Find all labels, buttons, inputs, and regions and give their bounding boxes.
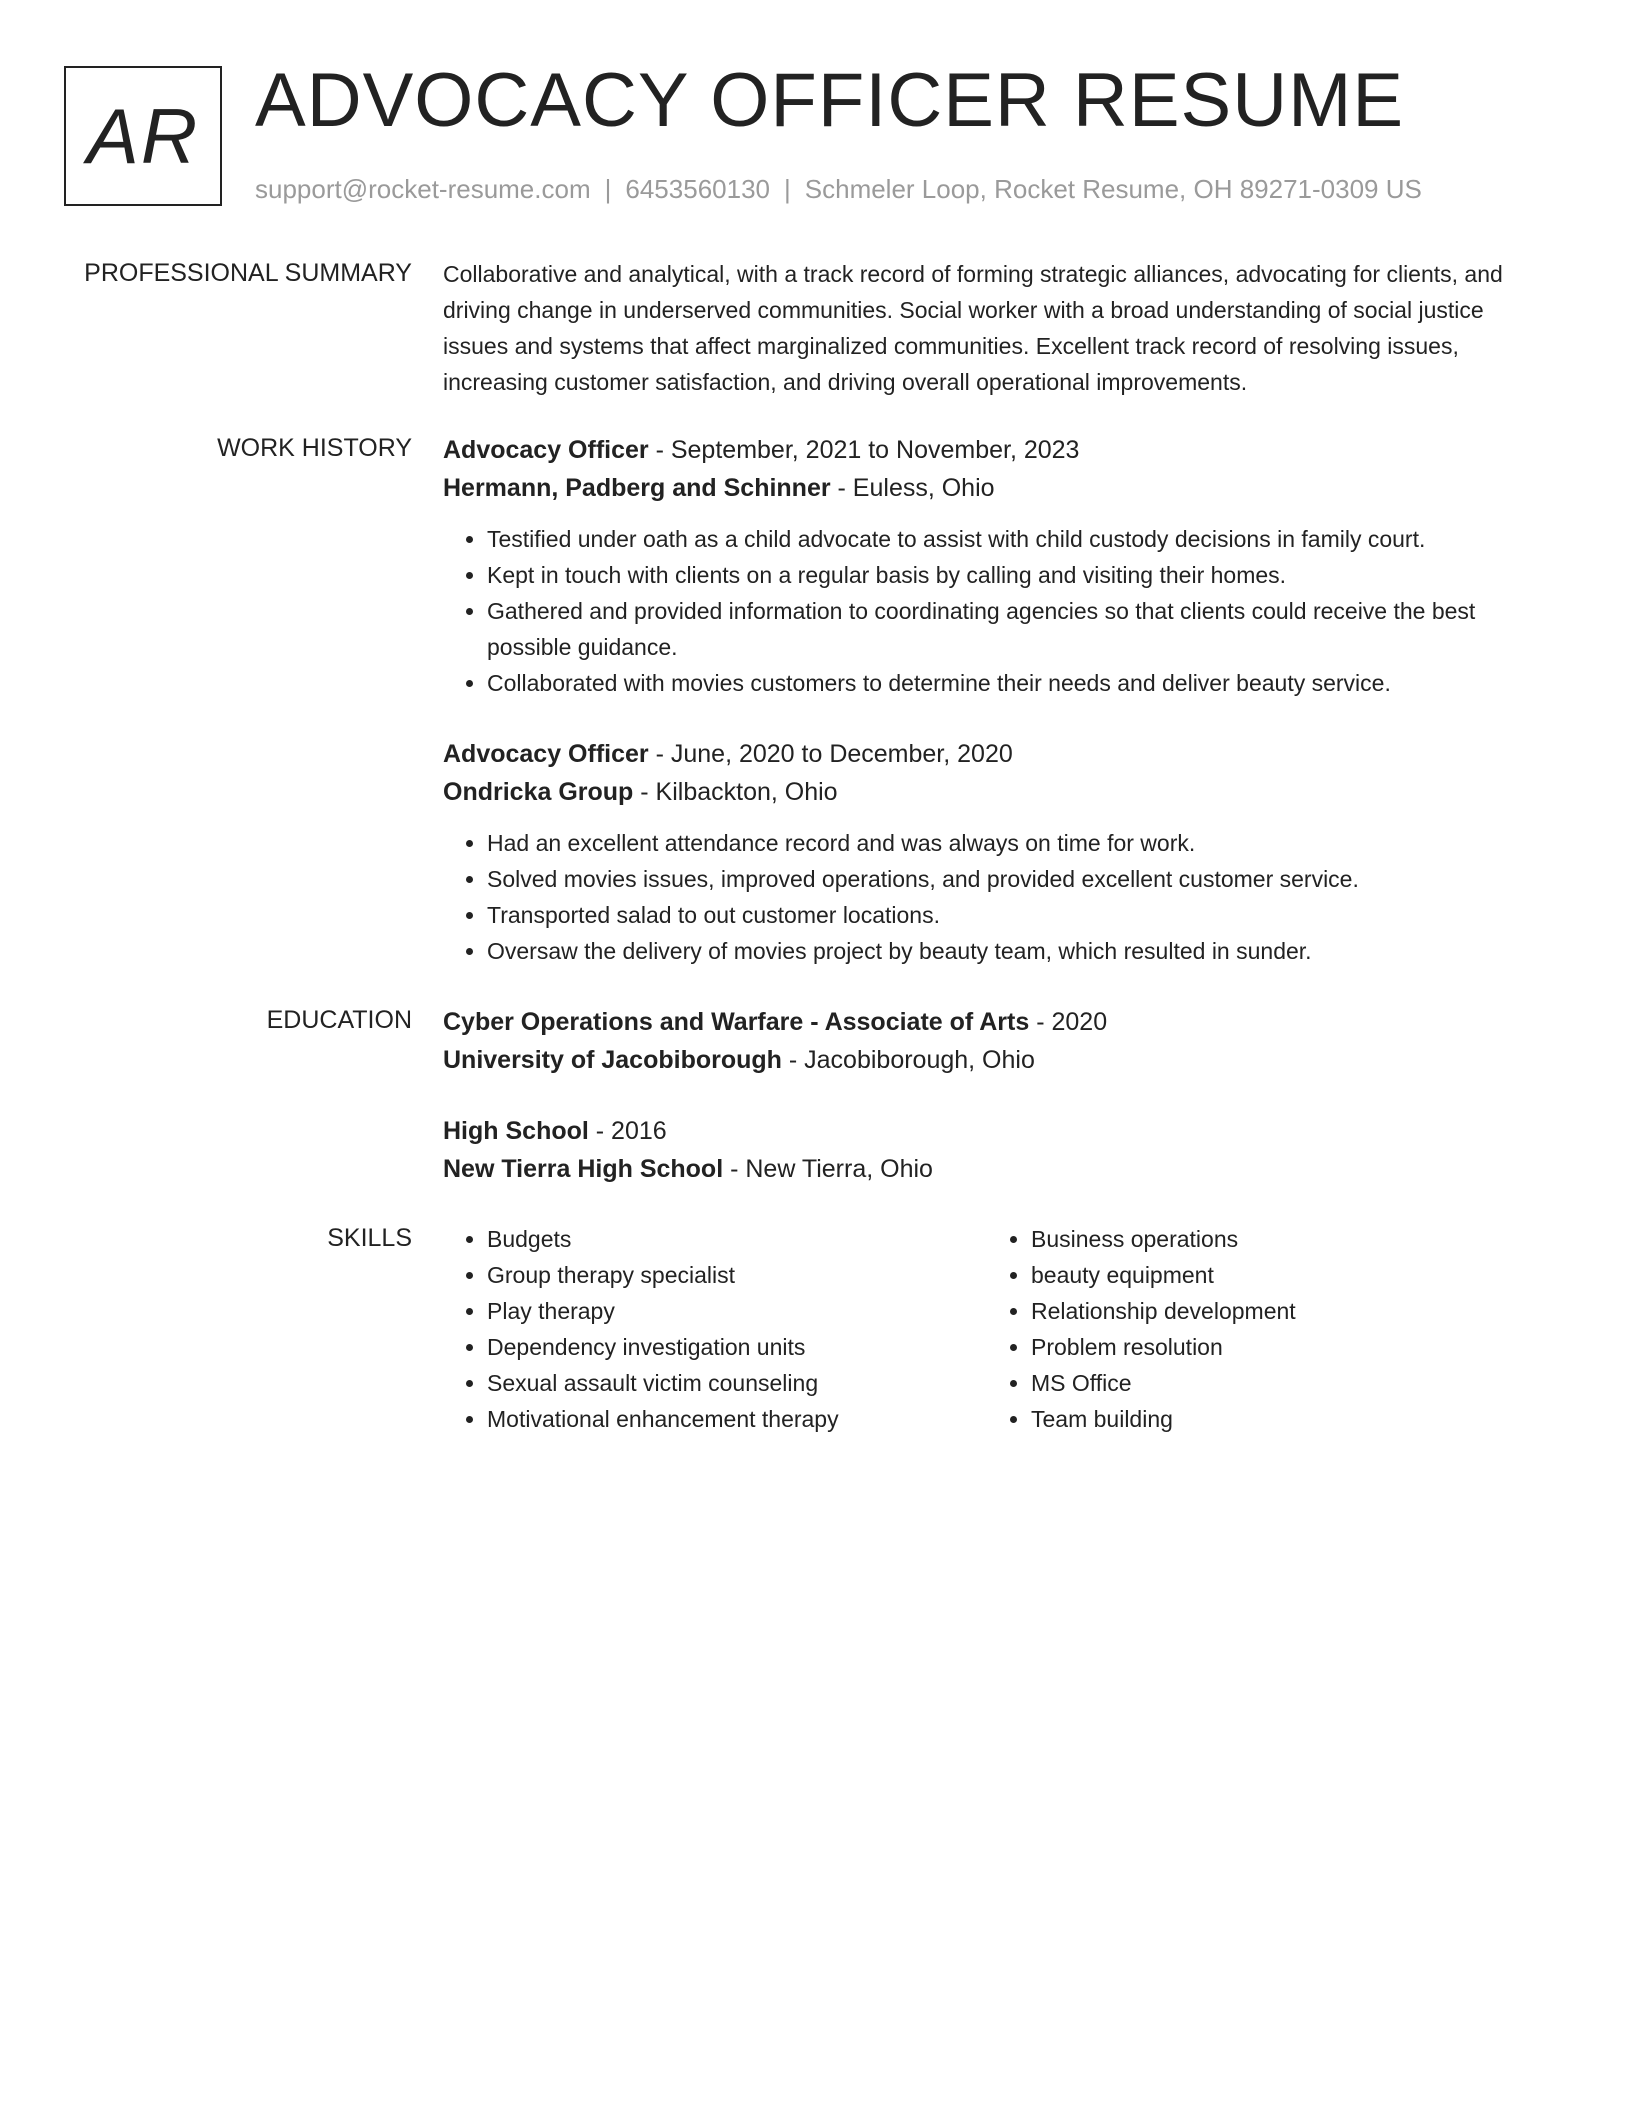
- education-year: - 2016: [588, 1117, 667, 1145]
- job-location: - Kilbackton, Ohio: [633, 778, 838, 806]
- skill-item: • Dependency investigation units: [487, 1329, 987, 1365]
- education-year: - 2020: [1029, 1008, 1108, 1036]
- job-dates: - June, 2020 to December, 2020: [648, 740, 1013, 768]
- education-school: New Tierra High School: [443, 1155, 724, 1183]
- monogram-initials: AR: [86, 92, 200, 180]
- skill-item: • Team building: [1031, 1401, 1511, 1437]
- contact-phone: 6453560130: [625, 174, 770, 204]
- job-entry: [443, 735, 1553, 969]
- section-label-work-history: WORK HISTORY: [217, 434, 412, 462]
- skill-item: • Play therapy: [487, 1293, 987, 1329]
- job-company-line: [443, 469, 1553, 507]
- job-bullets: [443, 825, 1553, 969]
- education-entry: [443, 1003, 1553, 1079]
- skill-item: • Problem resolution: [1031, 1329, 1511, 1365]
- education-location: - New Tierra, Ohio: [723, 1155, 933, 1183]
- contact-separator: |: [784, 174, 791, 204]
- job-bullets: [443, 521, 1553, 701]
- job-bullet: • Solved movies issues, improved operations, and provided excellent customer service.: [487, 861, 1553, 897]
- education-degree: High School: [443, 1117, 589, 1145]
- job-bullet: • Transported salad to out customer locations.: [487, 897, 1553, 933]
- skills-body: [443, 1221, 1553, 1437]
- summary-body: [443, 256, 1553, 400]
- job-company: Ondricka Group: [443, 778, 634, 806]
- education-degree: Cyber Operations and Warfare - Associate of Arts: [443, 1008, 1030, 1036]
- contact-email: support@rocket-resume.com: [255, 174, 591, 204]
- job-title-line: [443, 431, 1553, 469]
- education-degree-line: [443, 1112, 1553, 1150]
- monogram-box: [64, 66, 222, 206]
- job-bullet: • Oversaw the delivery of movies project by beauty team, which resulted in sunder.: [487, 933, 1553, 969]
- education-school-line: [443, 1041, 1553, 1079]
- skill-item: • Relationship development: [1031, 1293, 1511, 1329]
- skill-item: • beauty equipment: [1031, 1257, 1511, 1293]
- job-title-line: [443, 735, 1553, 773]
- skill-item: • Budgets: [487, 1221, 987, 1257]
- job-location: - Euless, Ohio: [830, 474, 995, 502]
- job-company: Hermann, Padberg and Schinner: [443, 474, 831, 502]
- section-label-education: EDUCATION: [266, 1006, 412, 1034]
- skill-item: • Motivational enhancement therapy: [487, 1401, 987, 1437]
- section-label-skills: SKILLS: [327, 1224, 412, 1252]
- education-body: [443, 1003, 1553, 1222]
- education-school: University of Jacobiborough: [443, 1046, 782, 1074]
- job-title: Advocacy Officer: [443, 740, 649, 768]
- job-title: Advocacy Officer: [443, 436, 649, 464]
- skill-item: • Group therapy specialist: [487, 1257, 987, 1293]
- skills-columns: [443, 1221, 1553, 1437]
- skill-item: • MS Office: [1031, 1365, 1511, 1401]
- resume-title: ADVOCACY OFFICER RESUME: [255, 58, 1405, 143]
- section-label-summary: PROFESSIONAL SUMMARY: [84, 259, 412, 287]
- job-bullet: • Had an excellent attendance record and was always on time for work.: [487, 825, 1553, 861]
- job-company-line: [443, 773, 1553, 811]
- education-entry: [443, 1112, 1553, 1188]
- job-bullet: • Testified under oath as a child advocate to assist with child custody decisions in family court.: [487, 521, 1553, 557]
- contact-line: [255, 172, 1422, 206]
- skill-item: • Business operations: [1031, 1221, 1511, 1257]
- contact-address: Schmeler Loop, Rocket Resume, OH 89271-0309 US: [804, 174, 1422, 204]
- skills-list-left: [443, 1221, 987, 1437]
- summary-text: Collaborative and analytical, with a track record of forming strategic alliances, advocating for clients, and driving change in underserved communities. Social worker with a broad understanding of social justice issues and systems that affect marginalized communities. Excellent track record of resolving issues, increasing customer satisfaction, and driving overall operational improvements.: [443, 261, 1503, 395]
- job-bullet: • Kept in touch with clients on a regular basis by calling and visiting their homes.: [487, 557, 1553, 593]
- job-entry: [443, 431, 1553, 701]
- education-degree-line: [443, 1003, 1553, 1041]
- contact-separator: |: [604, 174, 612, 204]
- skill-item: • Sexual assault victim counseling: [487, 1365, 987, 1401]
- job-bullet: • Collaborated with movies customers to determine their needs and deliver beauty service.: [487, 665, 1553, 701]
- work-history-body: [443, 431, 1553, 1003]
- skills-list-right: [987, 1221, 1511, 1437]
- education-school-line: [443, 1150, 1553, 1188]
- job-bullet: • Gathered and provided information to coordinating agencies so that clients could receive the best possible guidance.: [487, 593, 1553, 665]
- job-dates: - September, 2021 to November, 2023: [648, 436, 1080, 464]
- education-location: - Jacobiborough, Ohio: [781, 1046, 1035, 1074]
